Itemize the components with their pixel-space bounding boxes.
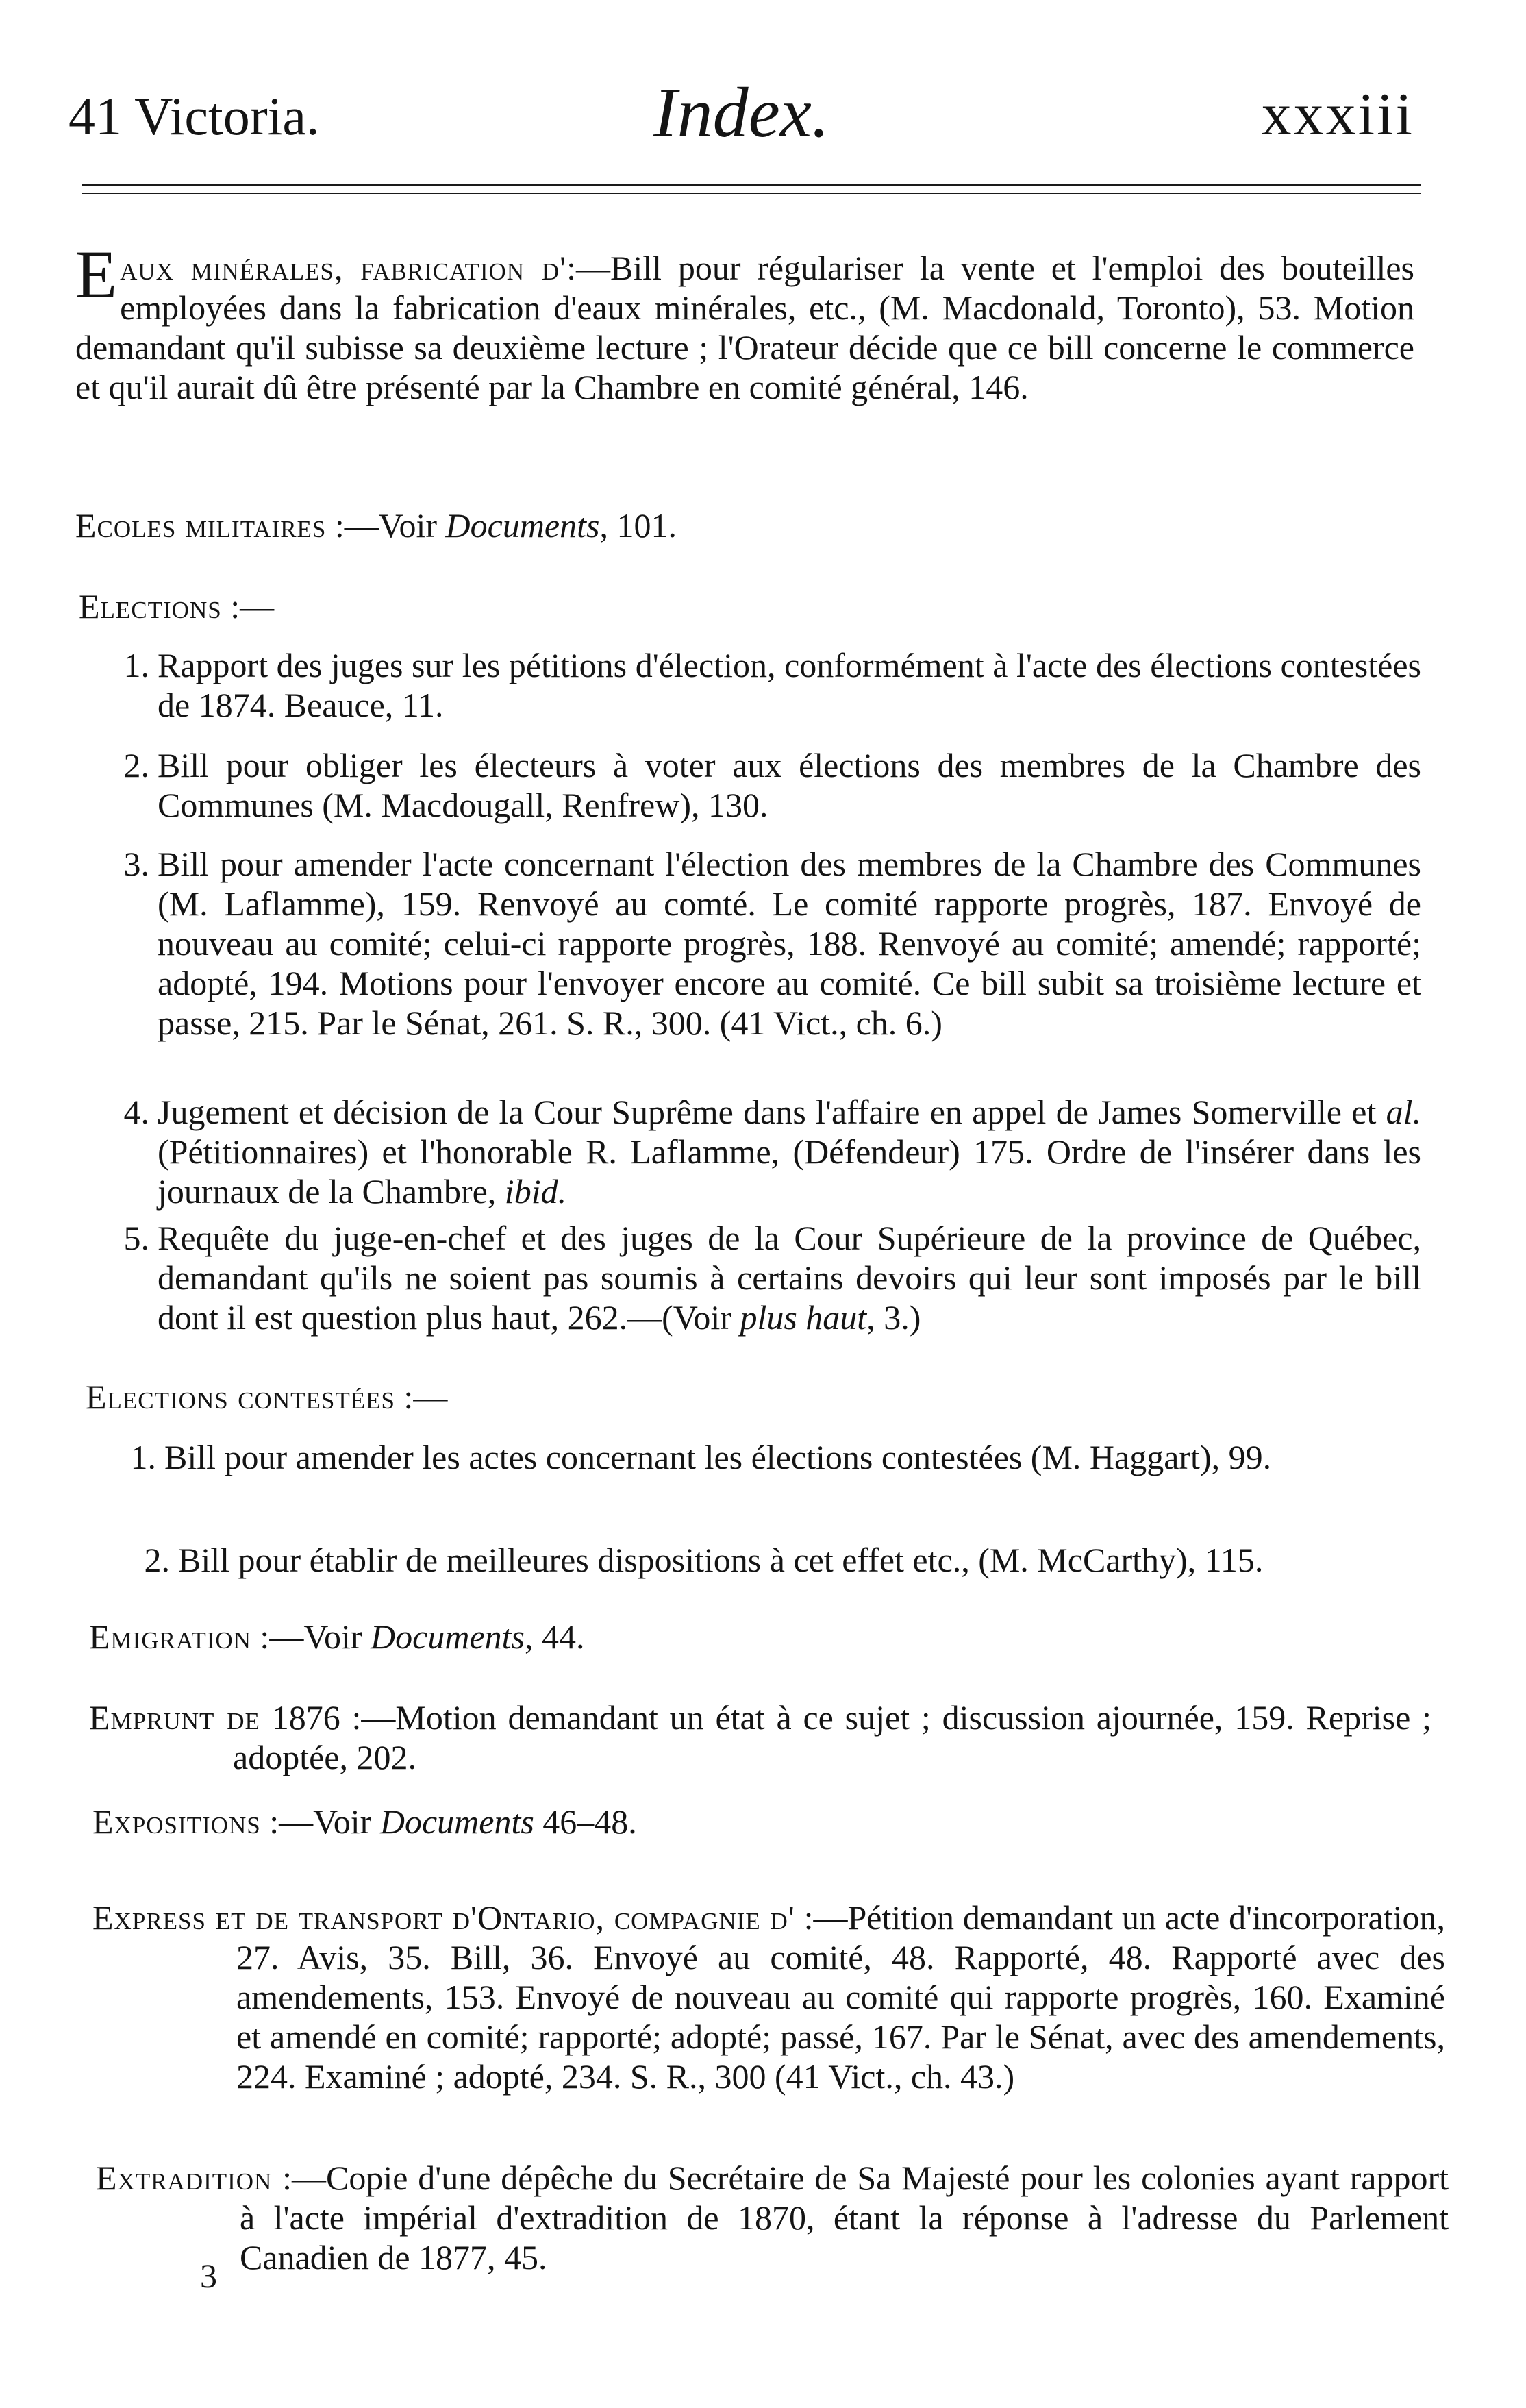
header-session: 41 Victoria.: [68, 86, 320, 146]
signature-mark: 3: [200, 2257, 217, 2295]
list-item: [123, 645, 1421, 725]
item-number: 4.: [123, 1093, 149, 1131]
item-number: 2.: [123, 746, 149, 784]
item-number: 3.: [123, 845, 149, 883]
entry-text: :—Voir: [326, 506, 446, 545]
item-italic-ibid: ibid.: [504, 1172, 567, 1211]
list-item: [130, 1437, 1425, 1477]
entry-express-transport-ontario: [92, 1898, 1445, 2096]
entry-heading: Emigration: [89, 1617, 251, 1656]
entry-heading: Expositions: [92, 1802, 261, 1841]
entry-emigration: [89, 1617, 1428, 1656]
entry-elections: [79, 586, 1418, 626]
item-number: 1.: [130, 1438, 156, 1476]
entry-text: :—Copie d'une dépêche du Secrétaire de Sa Majesté pour les colonies ayant rapport à l'acte impérial d'extradition de 1870, étant la réponse à l'adresse du Parlement Canadien de 1877, 45.: [240, 2159, 1449, 2276]
item-italic: al.: [1386, 1093, 1421, 1131]
item-text: Bill pour établir de meilleures dispositions à cet effet etc., (M. McCarthy), 115.: [178, 1541, 1264, 1579]
list-item: [144, 1540, 1431, 1580]
entry-reference: Documents: [445, 506, 600, 545]
entry-text: :—Pétition demandant un acte d'incorporation, 27. Avis, 35. Bill, 36. Envoyé au comité, 48. Rapporté, 48. Rapporté avec des amendements, 153. Envoyé de nouveau au comité qui rapporte progrès, 160. Examiné et amendé en comité; rapporté; adopté; passé, 167. Par le Sénat, avec des amendements, 224. Examiné ; adopté, 234. S. R., 300 (41 Vict., ch. 43.): [236, 1898, 1445, 2096]
entry-tail: 46–48.: [534, 1802, 637, 1841]
entry-text: :—Voir: [260, 1802, 380, 1841]
entry-heading: Extradition: [96, 2159, 273, 2197]
header-rule-thin: [82, 193, 1421, 194]
entry-text: :—Voir: [251, 1617, 371, 1656]
entry-emprunt-1876: [89, 1698, 1431, 1777]
entry-tail: , 101.: [599, 506, 677, 545]
entry-heading: Express et de transport d'Ontario, compagnie d': [92, 1898, 795, 1937]
list-item: [123, 844, 1421, 1043]
item-text: Rapport des juges sur les pétitions d'élection, conformément à l'acte des élections contestées de 1874. Beauce, 11.: [158, 646, 1421, 724]
list-item: [123, 745, 1421, 825]
entry-reference: Documents: [379, 1802, 534, 1841]
entry-eaux-minerales: [75, 236, 1414, 407]
entry-text: 1876 :—Motion demandant un état à ce sujet ; discussion ajournée, 159. Reprise ; adoptée, 202.: [233, 1698, 1431, 1776]
item-number: 2.: [144, 1541, 170, 1579]
entry-ecoles-militaires: [75, 506, 1414, 545]
item-number: 5.: [123, 1219, 149, 1257]
entry-expositions: [92, 1802, 1431, 1841]
entry-heading: Emprunt de: [89, 1698, 260, 1737]
entry-extradition: [96, 2158, 1449, 2277]
entry-tail: , 44.: [524, 1617, 585, 1656]
entry-heading: Elections: [79, 587, 222, 625]
entry-text: :—: [221, 587, 275, 625]
page-header: [68, 72, 1414, 161]
entry-heading: Ecoles militaires: [75, 506, 327, 545]
header-rule-thick: [82, 184, 1421, 186]
entry-heading: Elections contestées: [86, 1378, 395, 1416]
entry-reference: Documents: [371, 1617, 525, 1656]
item-text: Bill pour amender les actes concernant les élections contestées (M. Haggart), 99.: [164, 1438, 1272, 1476]
header-title: Index.: [653, 73, 829, 152]
entry-heading: aux minérales, fabrication d': [120, 249, 567, 287]
entry-text: :—Bill pour régulariser la vente et l'emploi des bouteilles employées dans la fabrication d'eaux minérales, etc., (M. Macdonald, Toronto), 53. Motion demandant qu'il subisse sa deuxième lecture ; l'Orateur décide que ce bill concerne le commerce et qu'il aurait dû être présenté par la Chambre en comité général, 146.: [75, 249, 1414, 406]
item-text: Bill pour amender l'acte concernant l'élection des membres de la Chambre des Communes (M. Laflamme), 159. Renvoyé au comté. Le comité rapporte progrès, 187. Envoyé de nouveau au comité; celui-ci rapporte progrès, 188. Renvoyé au comité; amendé; rapporté; adopté, 194. Motions pour l'envoyer encore au comité. Ce bill subit sa troisième lecture et passe, 215. Par le Sénat, 261. S. R., 300. (41 Vict., ch. 6.): [158, 845, 1421, 1042]
entry-text: :—: [395, 1378, 448, 1416]
entry-elections-contestees: [86, 1377, 1425, 1417]
item-tail: (Pétitionnaires) et l'honorable R. Laflamme, (Défendeur) 175. Ordre de l'insérer dans les journaux de la Chambre,: [158, 1132, 1421, 1211]
item-number: 1.: [123, 646, 149, 684]
item-text: Bill pour obliger les électeurs à voter aux élections des membres de la Chambre des Communes (M. Macdougall, Renfrew), 130.: [158, 746, 1421, 824]
list-item: [123, 1218, 1421, 1337]
drop-cap: E: [75, 236, 118, 312]
item-text: Requête du juge-en-chef et des juges de la Cour Supérieure de la province de Québec, demandant qu'ils ne soient pas soumis à certains devoirs qui leur sont imposés par le bill dont il est question plus haut, 262.—(Voir: [158, 1219, 1421, 1337]
header-page-number: xxxiii: [1261, 82, 1414, 148]
item-tail: , 3.): [866, 1298, 921, 1337]
list-item: [123, 1092, 1421, 1211]
item-italic: plus haut: [740, 1298, 867, 1337]
item-text: Jugement et décision de la Cour Suprême dans l'affaire en appel de James Somerville et: [158, 1093, 1386, 1131]
